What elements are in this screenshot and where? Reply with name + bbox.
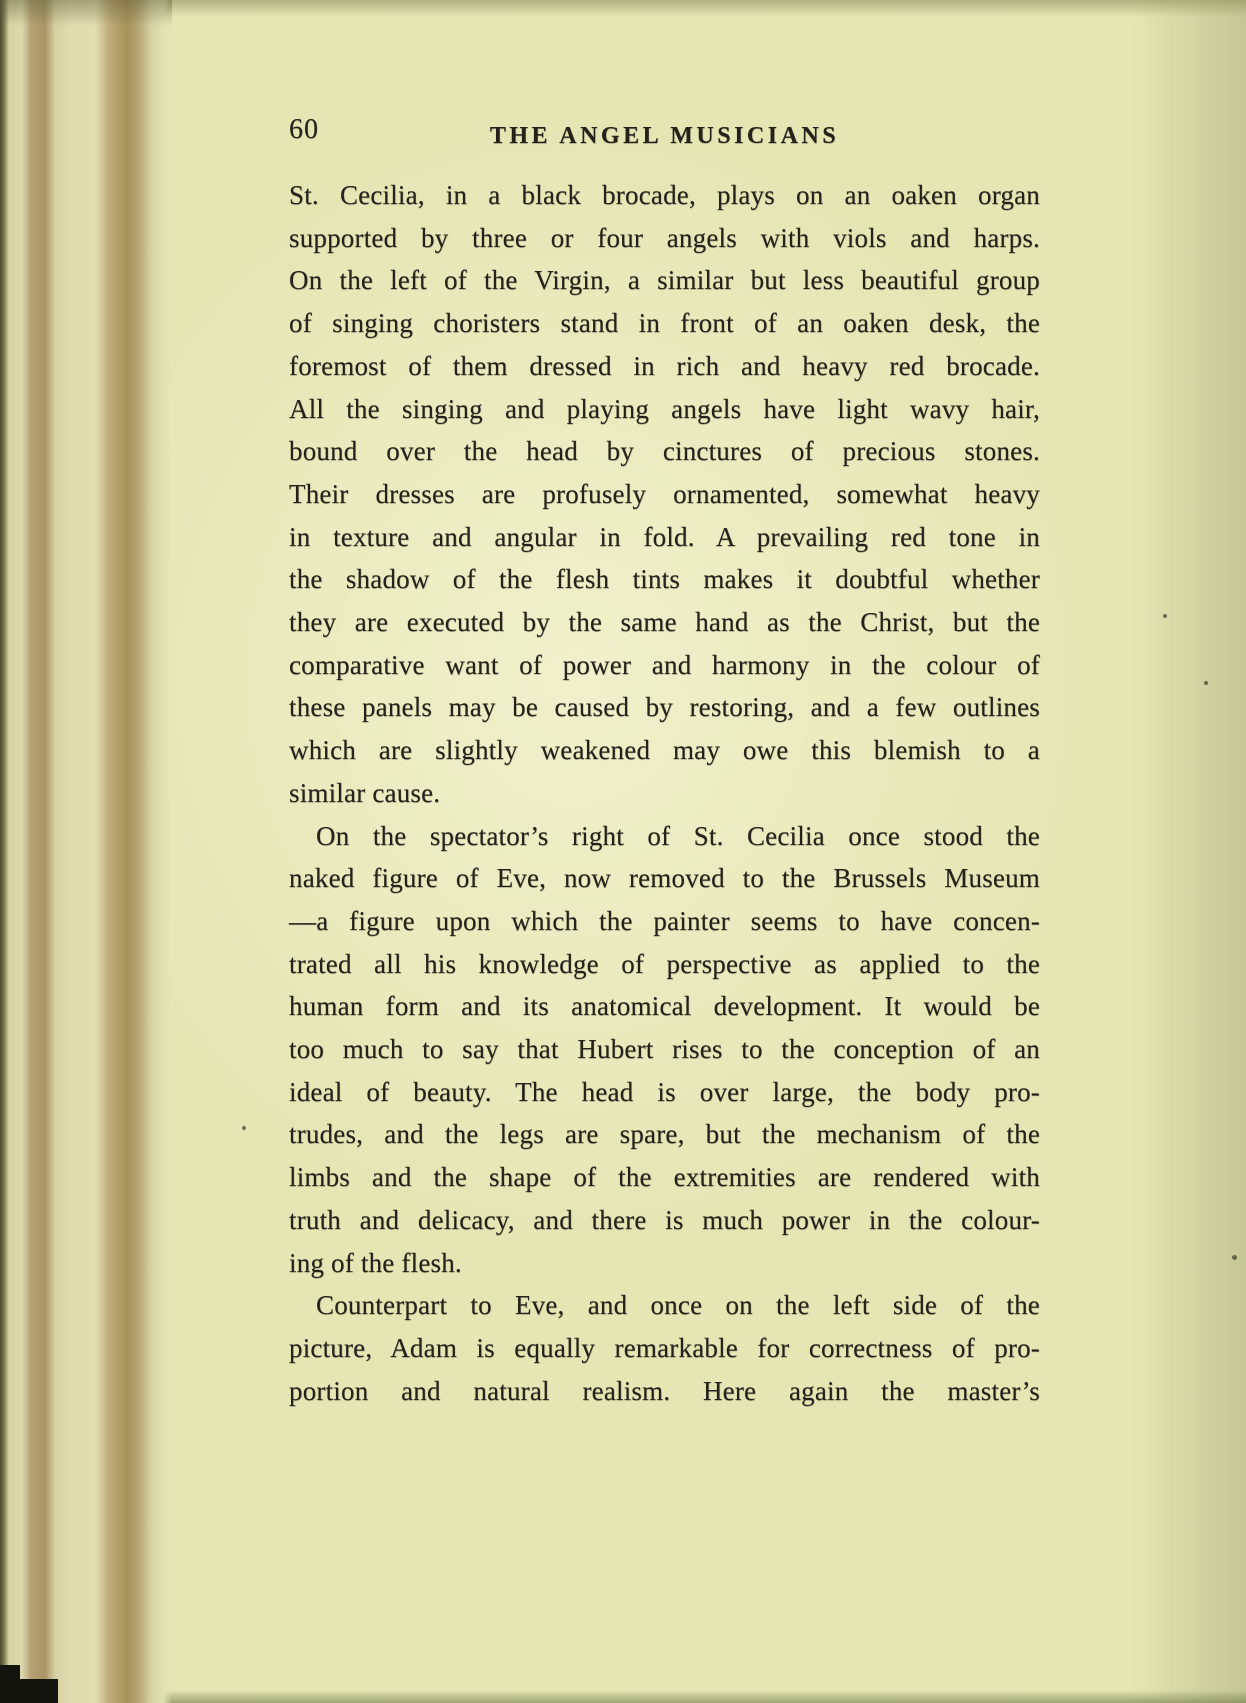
binding-gutter <box>0 0 172 1703</box>
text-line: bound over the head by cinctures of precious stones. <box>289 436 1040 467</box>
scan-speck <box>1204 681 1208 685</box>
text-line: of singing choristers stand in front of an oaken desk, the <box>289 308 1040 339</box>
text-line: limbs and the shape of the extremities are rendered with <box>289 1162 1040 1193</box>
text-line: human form and its anatomical development. It would be <box>289 991 1040 1022</box>
text-line: ideal of beauty. The head is over large, the body pro- <box>289 1076 1040 1107</box>
scan-speck <box>242 1126 246 1130</box>
paragraph <box>289 174 1040 815</box>
text-line: similar cause. <box>289 777 441 808</box>
text-line: —a figure upon which the painter seems to have concen- <box>289 905 1040 936</box>
text-line: trated all his knowledge of perspective as applied to the <box>289 948 1040 979</box>
paragraph <box>289 1284 1040 1412</box>
text-line: naked figure of Eve, now removed to the Brussels Museum <box>289 863 1040 894</box>
text-line: they are executed by the same hand as the Christ, but the <box>289 607 1040 638</box>
running-title: THE ANGEL MUSICIANS <box>489 123 840 149</box>
scan-speck <box>1163 614 1167 618</box>
text-line: in texture and angular in fold. A prevailing red tone in <box>289 521 1040 552</box>
text-line: Counterpart to Eve, and once on the left side of the <box>316 1290 1040 1321</box>
text-line: which are slightly weakened may owe this blemish to a <box>289 735 1040 766</box>
text-line: foremost of them dressed in rich and heavy red brocade. <box>289 350 1040 381</box>
binding-top-shadow <box>0 0 172 26</box>
scan-speck <box>1232 1255 1237 1260</box>
text-line: the shadow of the flesh tints makes it doubtful whether <box>289 564 1040 595</box>
text-line: supported by three or four angels with viols and harps. <box>289 222 1040 253</box>
page-body <box>289 174 1040 1412</box>
text-line: On the left of the Virgin, a similar but less beautiful group <box>289 265 1040 296</box>
text-line: picture, Adam is equally remarkable for correctness of pro- <box>289 1332 1040 1363</box>
text-line: Their dresses are profusely ornamented, somewhat heavy <box>289 478 1040 509</box>
text-line: portion and natural realism. Here again the master’s <box>289 1375 1040 1406</box>
paragraph <box>289 815 1040 1285</box>
scan-corner-artifact <box>0 1665 20 1703</box>
text-line: too much to say that Hubert rises to the conception of an <box>289 1034 1040 1065</box>
text-line: All the singing and playing angels have light wavy hair, <box>289 393 1040 424</box>
text-line: trudes, and the legs are spare, but the mechanism of the <box>289 1119 1040 1150</box>
page-number: 60 <box>289 114 319 145</box>
text-line: truth and delicacy, and there is much power in the colour- <box>289 1204 1040 1235</box>
text-line: ing of the flesh. <box>289 1247 462 1278</box>
text-line: On the spectator’s right of St. Cecilia once stood the <box>316 820 1040 851</box>
text-line: comparative want of power and harmony in the colour of <box>289 649 1040 680</box>
page-header <box>289 114 1040 158</box>
text-line: St. Cecilia, in a black brocade, plays on an oaken organ <box>289 180 1040 210</box>
text-line: these panels may be caused by restoring, and a few outlines <box>289 692 1040 723</box>
